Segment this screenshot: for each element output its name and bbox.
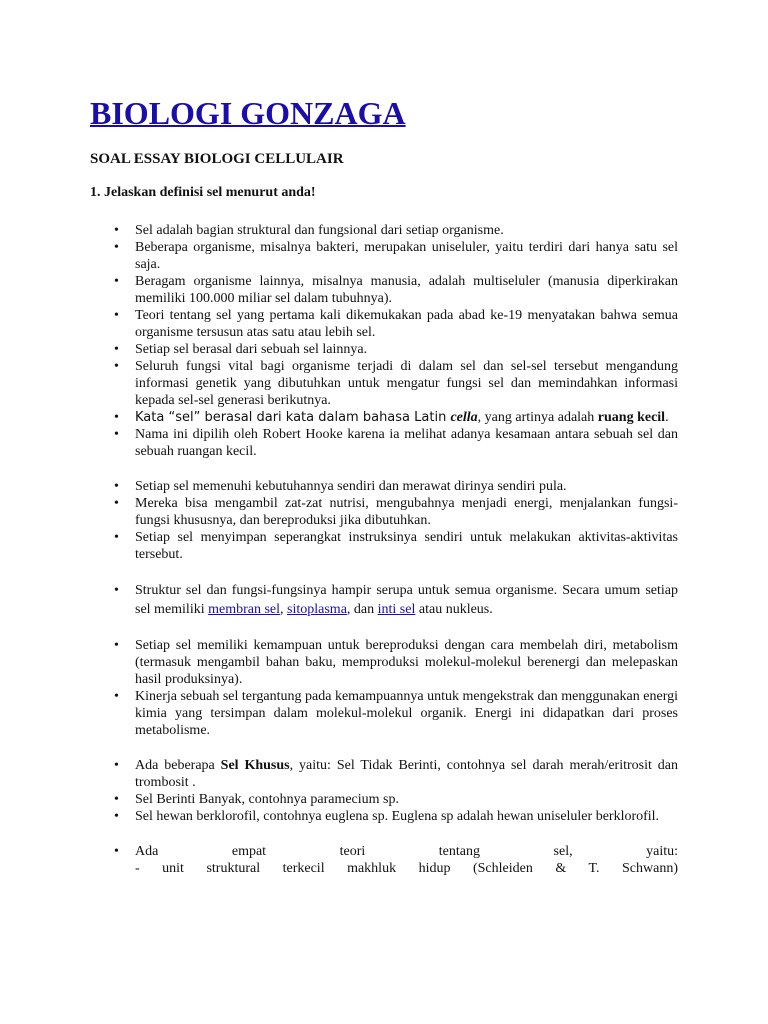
bullet-icon: • — [114, 792, 119, 807]
theories-intro: Ada empat teori tentang sel, yaitu: — [135, 844, 678, 859]
list-item-text: Setiap sel memenuhi kebutuhannya sendiri dan merawat dirinya sendiri pula. — [135, 479, 567, 494]
bullet-icon: • — [114, 638, 119, 653]
list-item-text: Setiap sel berasal dari sebuah sel lainnya. — [135, 342, 368, 357]
list-item — [90, 273, 678, 307]
list-item-text: Sel adalah bagian struktural dan fungsional dari setiap organisme. — [135, 223, 504, 238]
question-heading: 1. Jelaskan definisi sel menurut anda! — [90, 185, 316, 200]
separator-and: , dan — [346, 602, 378, 617]
list-item-text: Sel Berinti Banyak, contohnya paramecium sp. — [135, 792, 399, 807]
meaning-bold: ruang kecil — [597, 410, 666, 425]
etymology-text-2: , yang artinya adalah — [477, 410, 598, 425]
bullet-icon: • — [114, 809, 119, 824]
list-item — [90, 478, 678, 495]
bullet-icon: • — [114, 758, 119, 773]
list-item-text: Mereka bisa mengambil zat-zat nutrisi, mengubahnya menjadi energi, menjalankan fungsi-fungsi khususnya, dan bereproduksi jika dibutuhkan. — [135, 496, 678, 528]
bullet-icon: • — [114, 240, 119, 255]
membran-sel-link[interactable]: membran sel — [208, 602, 281, 617]
list-item-text: Sel hewan berklorofil, contohnya euglena sp. Euglena sp adalah hewan uniseluler berklorofil. — [135, 809, 660, 824]
bullet-icon: • — [114, 479, 119, 494]
special-rest: , yaitu: Sel Tidak Berinti, contohnya sel darah merah/eritrosit dan trombosit . — [135, 758, 678, 790]
list-item — [90, 222, 678, 239]
list-item-text: Beragam organisme lainnya, misalnya manusia, adalah multiseluler (manusia diperkirakan memiliki 100.000 miliar sel dalam tubuhnya). — [135, 274, 678, 306]
bullet-list-special-cells — [90, 757, 678, 825]
post-title: SOAL ESSAY BIOLOGI CELLULAIR — [90, 151, 344, 167]
list-item-structure — [90, 581, 678, 619]
list-item-text: Setiap sel menyimpan seperangkat instruksinya sendiri untuk melakukan aktivitas-aktivitas tersebut. — [135, 530, 678, 562]
list-item-text: Kinerja sebuah sel tergantung pada kemampuannya untuk mengekstrak dan menggunakan energi kimia yang tersimpan dalam molekul-molekul organik. Energi ini didapatkan dari proses metabolisme. — [135, 689, 678, 738]
bullet-icon: • — [114, 342, 119, 357]
structure-text: Struktur sel dan fungsi-fungsinya hampir serupa untuk semua organisme. Secara umum setiap sel memiliki — [135, 583, 678, 617]
bullet-icon: • — [114, 410, 119, 425]
etymology-end: . — [665, 410, 669, 425]
list-item — [90, 637, 678, 688]
blog-title-link[interactable]: BIOLOGI GONZAGA — [90, 95, 406, 131]
list-item-etymology — [90, 409, 678, 426]
list-item — [90, 495, 678, 529]
structure-end-text: atau nukleus. — [415, 602, 493, 617]
sitoplasma-link[interactable]: sitoplasma — [287, 602, 347, 617]
list-item-text: Teori tentang sel yang pertama kali dikemukakan pada abad ke-19 menyatakan bahwa semua organisme tersusun atas satu atau lebih sel. — [135, 308, 678, 340]
bullet-icon: • — [114, 689, 119, 704]
blog-title — [90, 94, 678, 132]
etymology-text: Kata “sel” berasal dari kata dalam bahasa Latin — [135, 410, 451, 425]
latin-word: cella — [450, 410, 478, 425]
bullet-icon: • — [114, 274, 119, 289]
list-item — [90, 358, 678, 409]
list-item-special — [90, 757, 678, 791]
bullet-icon: • — [114, 223, 119, 238]
list-item — [90, 307, 678, 341]
bullet-icon: • — [114, 308, 119, 323]
separator-comma: , — [280, 602, 288, 617]
bullet-list-reproduction — [90, 637, 678, 739]
bullet-icon: • — [114, 359, 119, 374]
list-item — [90, 808, 678, 825]
list-item — [90, 426, 678, 460]
list-item — [90, 239, 678, 273]
bullet-list-definition — [90, 222, 678, 460]
list-item-text: Setiap sel memiliki kemampuan untuk bereproduksi dengan cara membelah diri, metabolism (termasuk mengambil bahan baku, memproduksi molekul-molekul berenergi dan melepaskan hasil produksinya). — [135, 638, 678, 687]
list-item — [90, 688, 678, 739]
inti-sel-link[interactable]: inti sel — [377, 602, 416, 617]
page-content — [90, 94, 678, 877]
special-intro: Ada beberapa — [135, 758, 221, 773]
bullet-icon: • — [114, 583, 119, 598]
bullet-icon: • — [114, 844, 119, 859]
list-item-text: Beberapa organisme, misalnya bakteri, merupakan uniseluler, yaitu terdiri dari hanya satu sel saja. — [135, 240, 678, 272]
bullet-icon: • — [114, 427, 119, 442]
bullet-list-structure — [90, 581, 678, 619]
bullet-icon: • — [114, 530, 119, 545]
list-item — [90, 529, 678, 563]
list-item — [90, 791, 678, 808]
list-item — [90, 341, 678, 358]
theory-item-1: - unit struktural terkecil makhluk hidup (Schleiden & T. Schwann) — [135, 861, 678, 876]
list-item-text: Nama ini dipilih oleh Robert Hooke karena ia melihat adanya kesamaan antara sebuah sel dan sebuah ruangan kecil. — [135, 427, 678, 459]
bullet-list-self-sufficiency — [90, 478, 678, 563]
special-bold: Sel Khusus — [220, 758, 290, 773]
bullet-list-theories — [90, 843, 678, 877]
list-item-text: Seluruh fungsi vital bagi organisme terjadi di dalam sel dan sel-sel tersebut mengandung informasi genetik yang dibutuhkan untuk mengatur fungsi sel dan memindahkan informasi kepada sel-sel generasi berikutnya. — [135, 359, 678, 408]
list-item-theories — [90, 843, 678, 877]
bullet-icon: • — [114, 496, 119, 511]
